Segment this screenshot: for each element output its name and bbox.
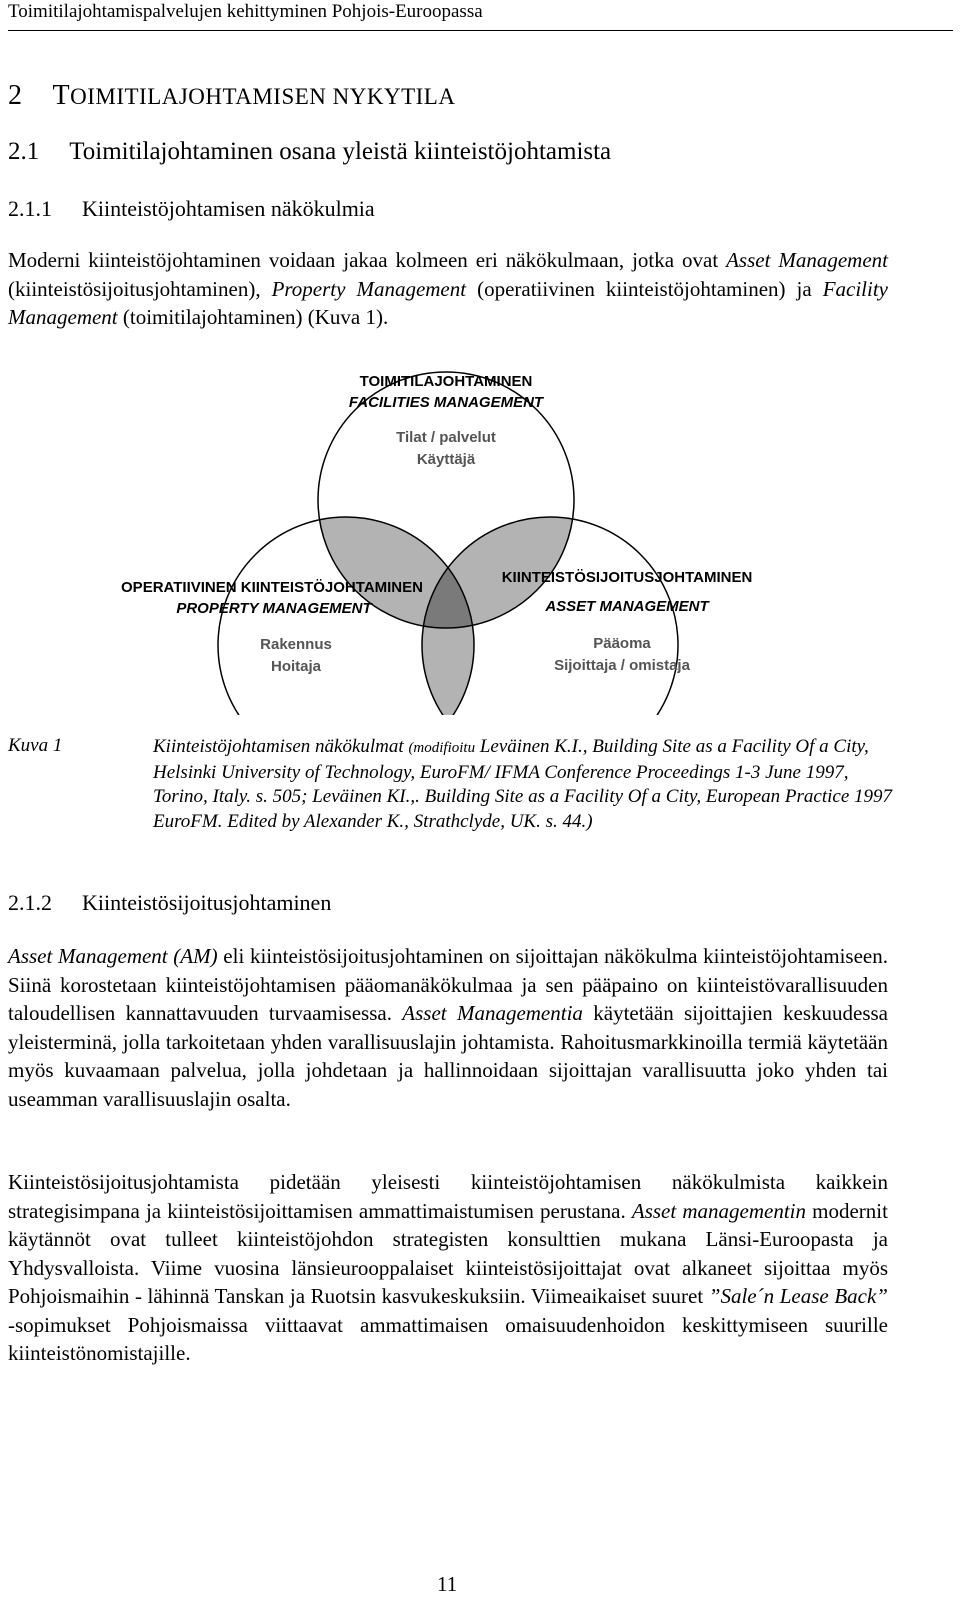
subsubsection-number: 2.1.2 [8, 890, 52, 915]
text: Moderni kiinteistöjohtaminen voidaan jakaa kolmeen eri näkökulmaan, jotka ovat [8, 248, 727, 272]
left-title-2: PROPERTY MANAGEMENT [176, 600, 372, 617]
subsubsection-title: Kiinteistöjohtamisen näkökulmia [82, 196, 375, 221]
right-sub-2: Sijoittaja / omistaja [554, 657, 690, 674]
left-title-1: OPERATIIVINEN KIINTEISTÖJOHTAMINEN [121, 579, 423, 596]
section-title-first-letter: T [52, 80, 71, 111]
venn-diagram [90, 355, 810, 715]
subsection-title: Toimitilajohtaminen osana yleistä kiinteistöjohtamista [69, 138, 612, 165]
term-am: Asset Management (AM) [8, 944, 218, 968]
text: Kiinteistösijoitusjohtamista pidetään yleisesti kiinteistöjohtamisen näkökulmista kaikkein strategisimpana ja kiinteistösijoittamisen ammattimaistumisen perustana. [8, 1170, 888, 1223]
subsection-heading [8, 138, 611, 166]
section-number: 2 [8, 80, 23, 111]
term-asset-managementia: Asset Managementia [402, 1001, 583, 1025]
page-number: 11 [437, 1572, 458, 1596]
intro-paragraph [8, 246, 888, 332]
subsubsection-heading-1 [8, 196, 375, 222]
paragraph-investment-management [8, 1168, 888, 1368]
text: (operatiivinen kiinteistöjohtaminen) ja [466, 276, 823, 301]
term-asset-managementin: Asset managementin [631, 1198, 806, 1223]
subsubsection-heading-2 [8, 890, 331, 916]
text: käytetään sijoittajien keskuudessa yleisterminä, jolla tarkoitetaan yhden varallisuuslajin johtamista. Rahoitusmarkkinoilla termiä käytetään myös kuvaamaan palvelua, jolla johdetaan ja hallinnoidaan sijoittajan varallisuutta joko yhden tai useamman varallisuuslajin osalta. [8, 1001, 888, 1111]
text: modernit käytännöt ovat tulleet kiinteistöjohdon strategisten konsulttien mukana Länsi-Euroopasta ja Yhdysvalloista. Viime vuosina länsieurooppalaiset kiinteistösijoittajat ovat alkaneet sijoittaa myös Pohjoismaihin - lähinnä Tanskan ja Ruotsin kasvukeskuksiin. Viimeaikaiset suuret [8, 1198, 888, 1308]
term-asset-management: Asset Management [726, 248, 888, 272]
right-sub-1: Pääoma [593, 635, 651, 652]
text: (toimitilajohtaminen) (Kuva 1). [117, 305, 389, 329]
top-title-2: FACILITIES MANAGEMENT [348, 394, 544, 411]
left-sub-1: Rakennus [260, 636, 332, 653]
term-property-management: Property Management [271, 276, 467, 301]
text: -sopimukset Pohjoismaissa viittaavat ammattimaisen omaisuudenhoidon keskittymiseen suurille kiinteistönomistajille. [8, 1312, 888, 1365]
figure-label: Kuva 1 [8, 735, 63, 756]
paragraph-asset-management [8, 942, 888, 1113]
caption-modified-note: (modifioitu [408, 740, 476, 756]
term-sale-n-lease-back: ”Sale´n Lease Back” [708, 1284, 888, 1308]
term-facility-management: Facility Management [8, 276, 888, 329]
right-title-2: ASSET MANAGEMENT [545, 598, 709, 615]
subsubsection-number: 2.1.1 [8, 196, 52, 221]
text: eli kiinteistösijoitusjohtaminen on sijoittajan näkökulma kiinteistöjohtamiseen. Siinä korostetaan kiinteistöjohtamisen pääomanäkökulmaa ja sen pääpaino on kiinteistövarallisuuden taloudellisen kannattavuuden turvaamisessa. [8, 944, 888, 1025]
venn-diagram-svg [90, 355, 810, 715]
caption-reference: Leväinen K.I., Building Site as a Facility Of a City, Helsinki University of Technology, EuroFM/ IFMA Conference Proceedings 1-3 June 1997, Torino, Italy. s. 505; Leväinen KI.,. Building Site as a Facility Of a City, European Practice 1997 EuroFM. Edited by Alexander K., Strathclyde, UK. s. 44.) [153, 736, 892, 832]
top-title-1: TOIMITILAJOHTAMINEN [359, 373, 533, 390]
top-sub-2: Käyttäjä [416, 451, 476, 468]
subsection-number: 2.1 [8, 138, 40, 165]
top-sub-1: Tilat / palvelut [396, 429, 496, 446]
left-sub-2: Hoitaja [270, 658, 322, 675]
caption-text: Kiinteistöjohtamisen näkökulmat [153, 736, 409, 757]
section-title-rest: OIMITILAJOHTAMISEN NYKYTILA [70, 84, 456, 109]
right-title-1: KIINTEISTÖSIJOITUSJOHTAMINEN [501, 569, 753, 586]
figure-caption [153, 735, 893, 834]
section-heading [8, 80, 455, 112]
running-header: Toimitilajohtamispalvelujen kehittyminen Pohjois-Euroopassa [8, 0, 953, 31]
text: (kiinteistösijoitusjohtaminen), [8, 276, 272, 301]
subsubsection-title: Kiinteistösijoitusjohtaminen [82, 890, 332, 915]
